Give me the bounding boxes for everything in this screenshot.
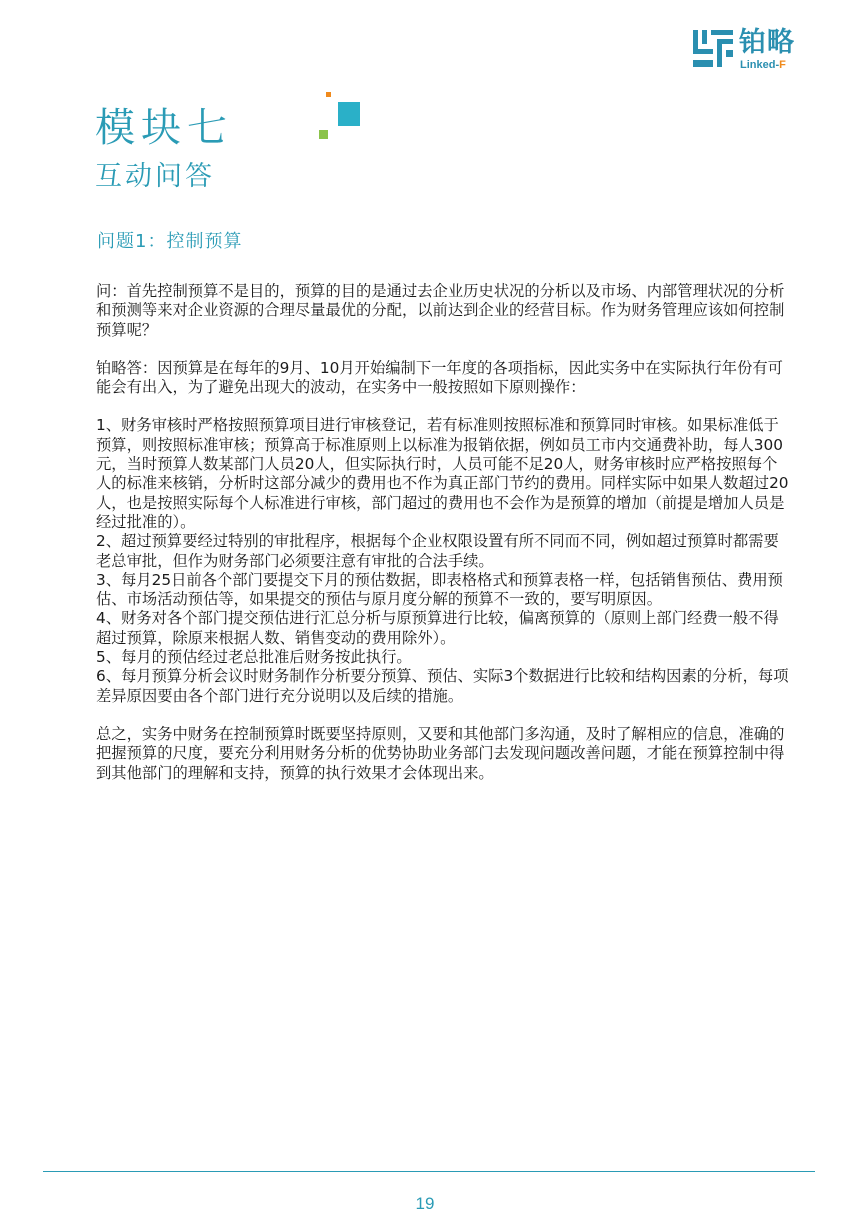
page-number: 19	[415, 1194, 435, 1213]
paragraph-gap	[96, 397, 790, 416]
list-item: 2、超过预算要经过特别的审批程序，根据每个企业权限设置有所不同而不同，例如超过预算时都需要老总审批，但作为财务部门必须要注意有审批的合法手续。	[96, 532, 779, 570]
list-item: 4、财务对各个部门提交预估进行汇总分析与原预算进行比较，偏离预算的（原则上部门经费一般不得超过预算，除原来根据人数、销售变动的费用除外）。	[96, 609, 779, 647]
list-item: 6、每月预算分析会议时财务制作分析要分预算、预估、实际3个数据进行比较和结构因素的分析，每项差异原因要由各个部门进行充分说明以及后续的措施。	[96, 667, 789, 705]
paragraph-gap	[96, 340, 790, 359]
logo-subtext-accent: F	[779, 59, 786, 71]
footer-divider	[43, 1171, 815, 1172]
conclusion-paragraph: 总之，实务中财务在控制预算时既要坚持原则，又要和其他部门多沟通，及时了解相应的信息，准确的把握预算的尺度，要充分利用财务分析的优势协助业务部门去发现问题改善问题，才能在预算控制中得到其他部门的理解和支持，预算的执行效果才会体现出来。	[96, 724, 785, 782]
linked-f-logo-icon	[693, 30, 735, 70]
logo-text: 铂略	[739, 27, 795, 58]
brand-logo	[693, 27, 808, 74]
logo-subtext	[740, 59, 786, 71]
list-item: 3、每月25日前各个部门要提交下月的预估数据，即表格格式和预算表格一样，包括销售预估、费用预估、市场活动预估等，如果提交的预估与原月度分解的预算不一致的，要写明原因。	[96, 570, 783, 609]
module-title: 模块七	[95, 105, 233, 151]
paragraph-gap	[96, 706, 790, 725]
list-item: 5、每月的预估经过老总批准后财务按此执行。	[96, 648, 412, 667]
question-paragraph: 问：首先控制预算不是目的，预算的目的是通过去企业历史状况的分析以及市场、内部管理状况的分析和预测等来对企业资源的合理尽量最优的分配，以前达到企业的经营目标。作为财务管理应该如何控制预算呢？	[96, 282, 785, 339]
answer-intro-paragraph: 铂略答：因预算是在每年的9月、10月开始编制下一年度的各项指标，因此实务中在实际执行年份有可能会有出入，为了避免出现大的波动，在实务中一般按照如下原则操作：	[96, 358, 783, 397]
body-content	[96, 282, 790, 783]
list-item: 1、财务审核时严格按照预算项目进行审核登记，若有标准则按照标准和预算同时审核。如果标准低于预算，则按照标准审核；预算高于标准原则上以标准为报销依据，例如员工市内交通费补助，每人300元，当时预算人数某部门人员20人，但实际执行时，人员可能不足20人，财务审核时应严格按照每个人的标准来核销，分析时这部分减少的费用也不作为真正部门节约的费用。同样实际中如果人数超过20人，也是按照实际每个人标准进行审核，部门超过的费用也不会作为是预算的增加（前提是增加人员是经过批准的）。	[96, 416, 789, 531]
question-heading: 问题1：控制预算	[97, 231, 243, 252]
decorative-squares-icon	[318, 92, 368, 142]
logo-subtext-main: Linked-	[740, 59, 780, 71]
module-subtitle: 互动问答	[95, 161, 215, 192]
